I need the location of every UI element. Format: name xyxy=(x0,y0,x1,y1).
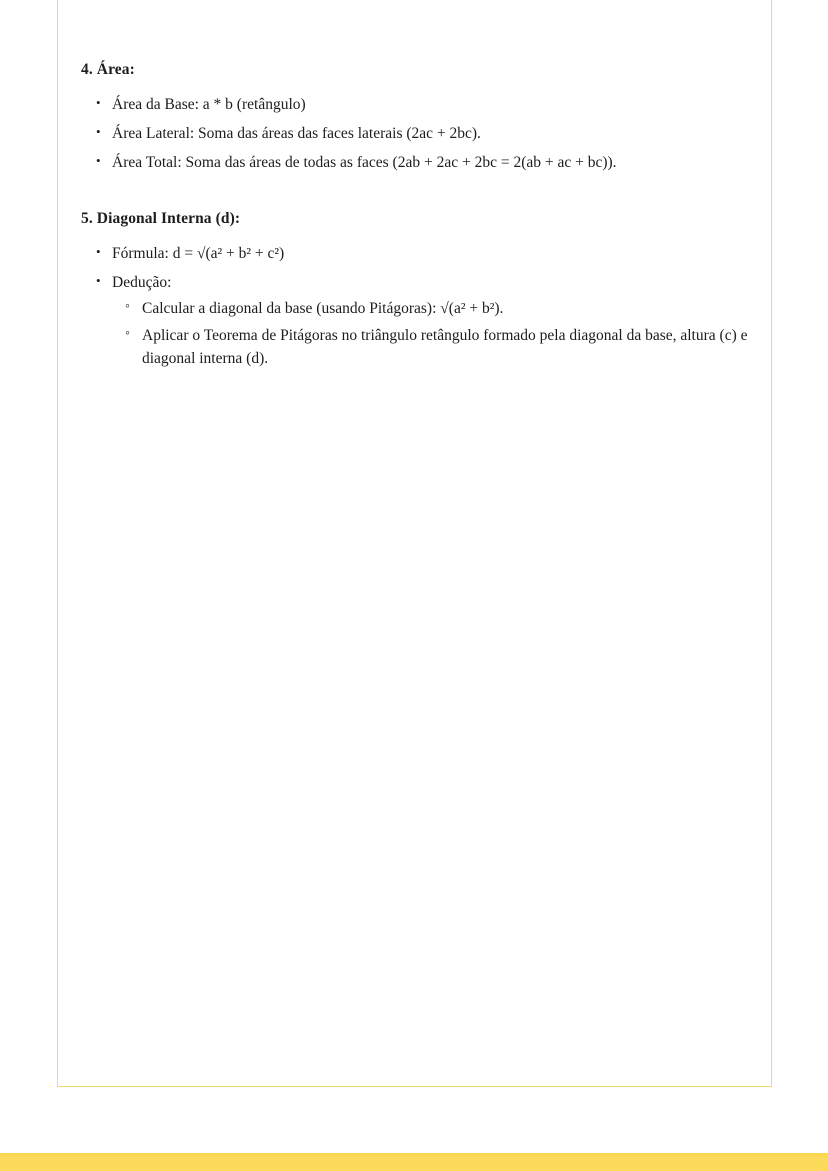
bullet-list-diagonal-interna xyxy=(81,243,749,371)
sub-bullet-list-deducao xyxy=(112,298,749,371)
sub-list-item-label: ◦ Aplicar o Teorema de Pitágoras no triângulo retângulo formado pela diagonal da base, altura (c) e diagonal interna (d). xyxy=(142,326,748,367)
list-item xyxy=(81,123,749,146)
section-heading-area: 4. Área: xyxy=(81,61,135,78)
sub-list-item xyxy=(112,325,749,371)
list-item-label: • Área da Base: a * b (retângulo) xyxy=(112,96,306,114)
bottom-accent-bar-highlight xyxy=(0,1153,828,1156)
list-item-label: • Área Lateral: Soma das áreas das faces laterais (2ac + 2bc). xyxy=(112,125,481,143)
bullet-list-area xyxy=(81,94,749,175)
page-content xyxy=(81,0,749,371)
sub-list-item xyxy=(112,298,749,321)
list-item-label: • Fórmula: d = √(a² + b² + c²) xyxy=(112,245,285,263)
bottom-accent-bar xyxy=(0,1153,828,1171)
list-item-label: • Área Total: Soma das áreas de todas as faces (2ab + 2ac + 2bc = 2(ab + ac + bc)). xyxy=(112,154,617,172)
sub-list-item-label: ◦ Calcular a diagonal da base (usando Pitágoras): √(a² + b²). xyxy=(142,299,504,317)
list-item xyxy=(81,94,749,117)
document-page xyxy=(57,0,772,1087)
list-item-label: • Dedução: xyxy=(112,274,172,292)
list-item xyxy=(81,243,749,266)
list-item xyxy=(81,152,749,175)
section-heading-diagonal-interna: 5. Diagonal Interna (d): xyxy=(81,209,241,227)
list-item xyxy=(81,272,749,371)
